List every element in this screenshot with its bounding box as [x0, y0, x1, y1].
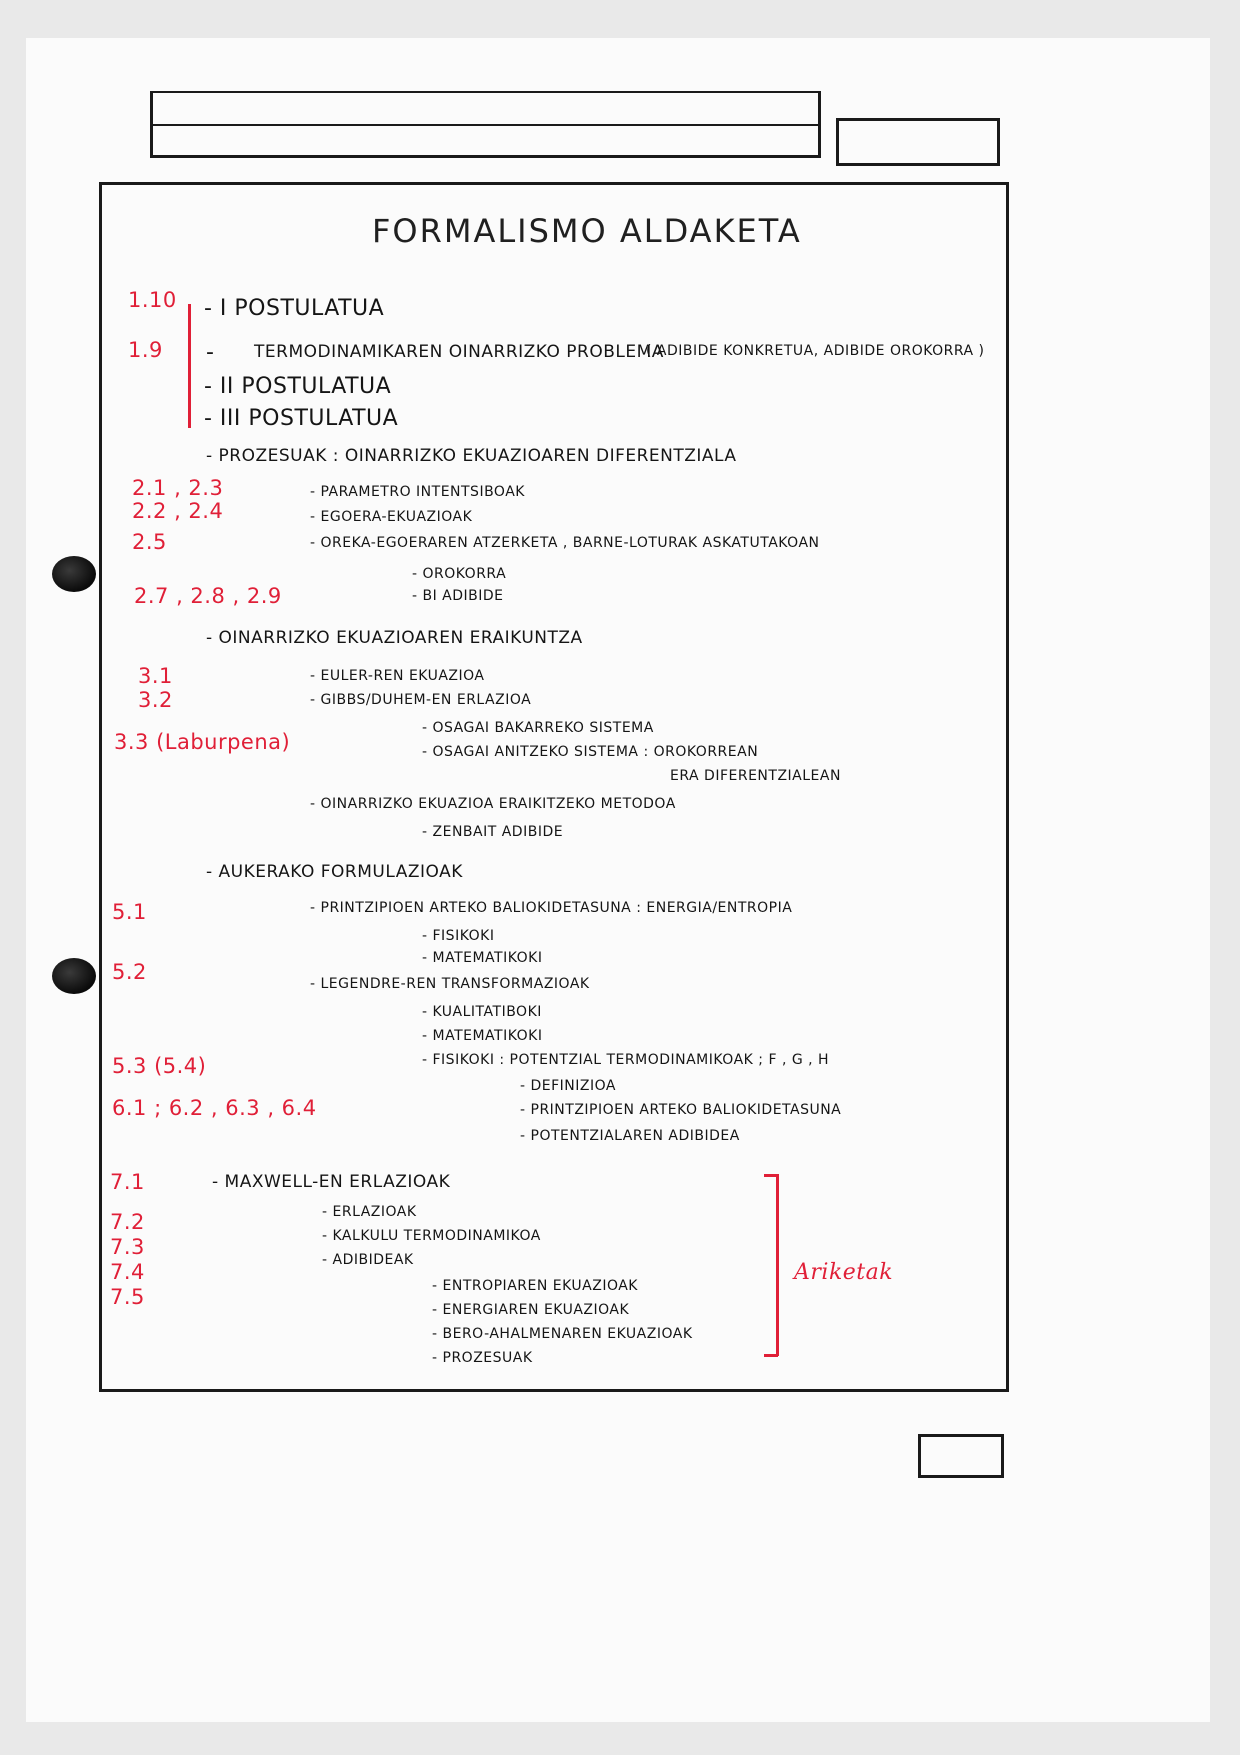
outline-principles-equivalence: - PRINTZIPIOEN ARTEKO BALIOKIDETASUNA : ENERGIA/ENTROPIA	[310, 900, 793, 916]
name-form-right-edge	[818, 91, 821, 158]
name-form-left-edge	[150, 91, 153, 158]
section-label-7-1: 7.1	[110, 1170, 145, 1194]
section-label-1-10: 1.10	[128, 288, 177, 312]
outline-potentials-equivalence: - PRINTZIPIOEN ARTEKO BALIOKIDETASUNA	[520, 1102, 842, 1118]
outline-state-equations: - EGOERA-EKUAZIOAK	[310, 509, 473, 525]
section-label-2-5: 2.5	[132, 530, 167, 554]
outline-gibbs-duhem: - GIBBS/DUHEM-EN ERLAZIOA	[310, 692, 532, 708]
section-label-7-5: 7.5	[110, 1285, 145, 1309]
outline-construction-method: - OINARRIZKO EKUAZIOA ERAIKITZEKO METODOA	[310, 796, 676, 812]
outline-fundamental-problem-examples: ( ADIBIDE KONKRETUA, ADIBIDE OROKORRA )	[646, 343, 985, 359]
section-label-3-2: 3.2	[138, 688, 173, 712]
outline-alternative-formulations: - AUKERAKO FORMULAZIOAK	[206, 862, 463, 882]
outline-relations: - ERLAZIOAK	[322, 1204, 417, 1220]
grade-box	[836, 118, 1000, 166]
outline-intensive-parameters: - PARAMETRO INTENTSIBOAK	[310, 484, 525, 500]
exercises-label: Ariketak	[794, 1260, 894, 1285]
outline-maxwell-relations: - MAXWELL-EN ERLAZIOAK	[212, 1172, 451, 1192]
outline-mathematically-2: - MATEMATIKOKI	[422, 1028, 543, 1044]
outline-thermodynamic-calculus: - KALKULU TERMODINAMIKOA	[322, 1228, 541, 1244]
outline-potential-example: - POTENTZIALAREN ADIBIDEA	[520, 1128, 740, 1144]
postulates-red-bracket	[188, 304, 191, 428]
section-label-7-3: 7.3	[110, 1235, 145, 1259]
page-number-box	[918, 1434, 1004, 1478]
outline-mathematically: - MATEMATIKOKI	[422, 950, 543, 966]
outline-euler-equation: - EULER-REN EKUAZIOA	[310, 668, 485, 684]
outline-postulate-2: - II POSTULATUA	[204, 374, 392, 399]
outline-entropy-equations: - ENTROPIAREN EKUAZIOAK	[432, 1278, 638, 1294]
paper-sheet	[26, 38, 1210, 1722]
section-label-5-2: 5.2	[112, 960, 147, 984]
exercises-bracket-vertical	[776, 1174, 779, 1356]
outline-definition: - DEFINIZIOA	[520, 1078, 616, 1094]
section-label-2-7: 2.7 , 2.8 , 2.9	[134, 584, 282, 608]
section-label-1-9: 1.9	[128, 338, 163, 362]
outline-heat-capacity-equations: - BERO-AHALMENAREN EKUAZIOAK	[432, 1326, 693, 1342]
section-label-5-1: 5.1	[112, 900, 147, 924]
outline-equilibrium-search: - OREKA-EGOERAREN ATZERKETA , BARNE-LOTURAK ASKATUTAKOAN	[310, 535, 820, 551]
name-form-middle-line	[150, 124, 820, 126]
outline-processes: - PROZESUAK : OINARRIZKO EKUAZIOAREN DIFERENTZIALA	[206, 446, 737, 466]
outline-differential-form: ERA DIFERENTZIALEAN	[670, 768, 841, 784]
outline-thermodynamic-potentials: - FISIKOKI : POTENTZIAL TERMODINAMIKOAK ; F , G , H	[422, 1052, 830, 1068]
section-label-2-2: 2.2 , 2.4	[132, 499, 224, 523]
outline-two-examples: - BI ADIBIDE	[412, 588, 504, 604]
outline-processes-2: - PROZESUAK	[432, 1350, 533, 1366]
outline-multi-component: - OSAGAI ANITZEKO SISTEMA : OROKORREAN	[422, 744, 759, 760]
outline-energy-equations: - ENERGIAREN EKUAZIOAK	[432, 1302, 630, 1318]
name-form-top-line	[150, 91, 820, 93]
outline-legendre-transforms: - LEGENDRE-REN TRANSFORMAZIOAK	[310, 976, 590, 992]
outline-postulate-1: - I POSTULATUA	[204, 296, 385, 321]
section-label-5-3: 5.3 (5.4)	[112, 1054, 207, 1078]
content-frame	[99, 182, 1009, 1392]
outline-qualitatively: - KUALITATIBOKI	[422, 1004, 542, 1020]
outline-general: - OROKORRA	[412, 566, 507, 582]
page-title: FORMALISMO ALDAKETA	[372, 212, 802, 250]
outline-fundamental-problem: TERMODINAMIKAREN OINARRIZKO PROBLEMA	[254, 342, 664, 362]
binder-hole-bottom	[52, 958, 96, 994]
outline-some-examples: - ZENBAIT ADIBIDE	[422, 824, 564, 840]
outline-physically: - FISIKOKI	[422, 928, 495, 944]
section-label-7-4: 7.4	[110, 1260, 145, 1284]
binder-hole-top	[52, 556, 96, 592]
outline-postulate-3: - III POSTULATUA	[204, 406, 399, 431]
exercises-bracket-bottom	[764, 1354, 778, 1357]
outline-examples: - ADIBIDEAK	[322, 1252, 414, 1268]
outline-fundamental-equation-construction: - OINARRIZKO EKUAZIOAREN ERAIKUNTZA	[206, 628, 583, 648]
name-form-bottom-line	[150, 155, 820, 158]
outline-fundamental-problem-dash: -	[206, 340, 215, 365]
section-label-2-1: 2.1 , 2.3	[132, 476, 224, 500]
section-label-3-1: 3.1	[138, 664, 173, 688]
section-label-3-3: 3.3 (Laburpena)	[114, 730, 291, 754]
outline-single-component: - OSAGAI BAKARREKO SISTEMA	[422, 720, 654, 736]
section-label-6-1: 6.1 ; 6.2 , 6.3 , 6.4	[112, 1096, 317, 1120]
section-label-7-2: 7.2	[110, 1210, 145, 1234]
